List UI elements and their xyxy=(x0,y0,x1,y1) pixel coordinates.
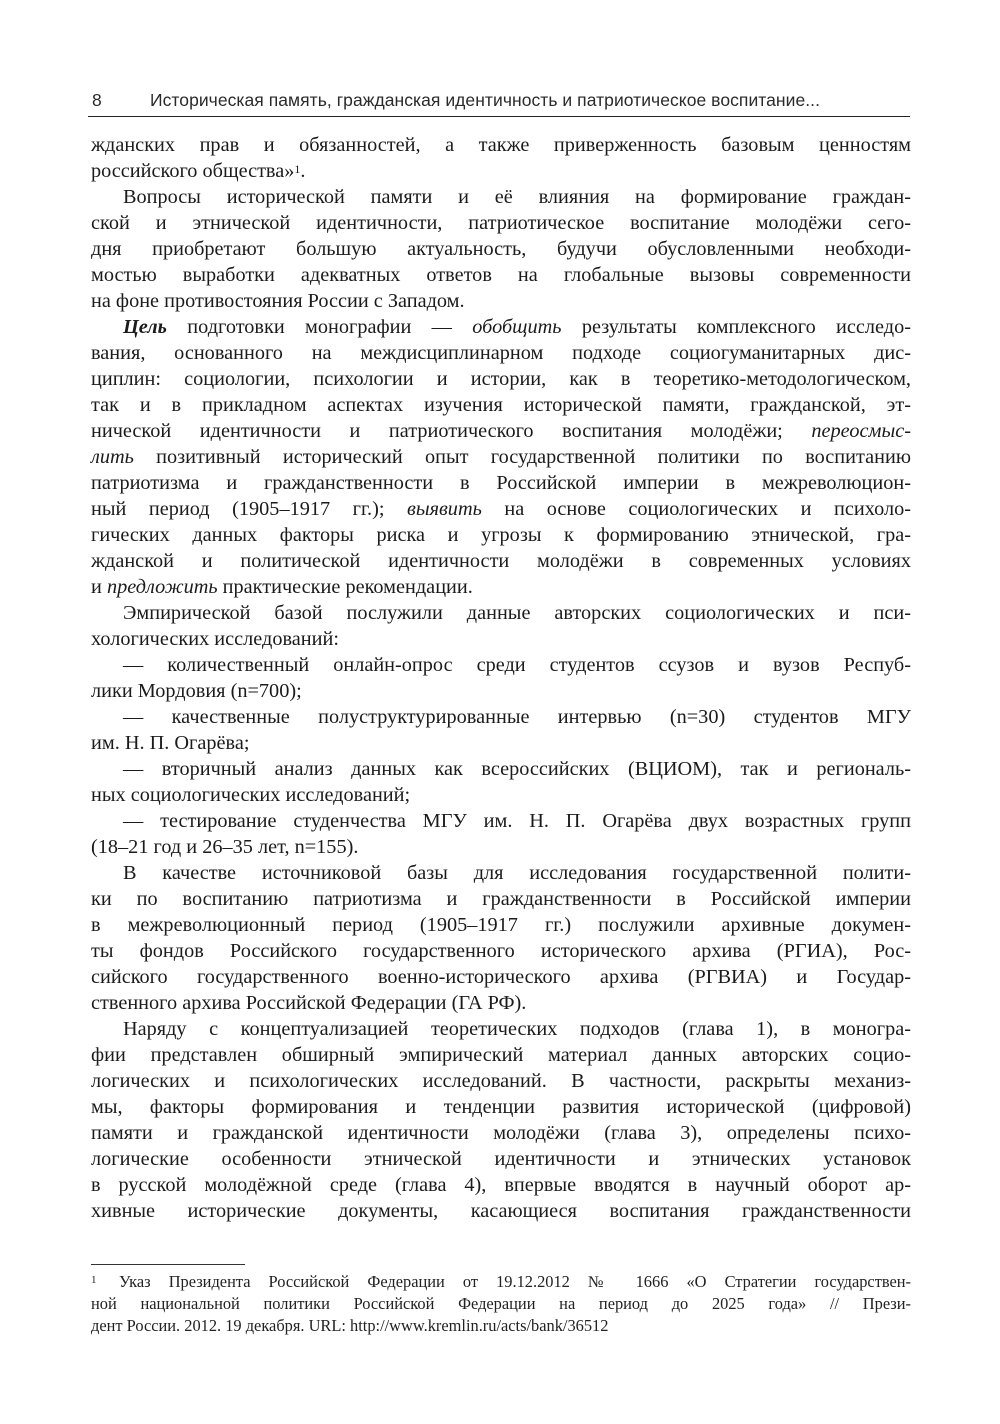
list-item: — качественные полуструктурированные интервью (n=30) студентов МГУ xyxy=(123,706,911,728)
text-line xyxy=(91,444,911,470)
text-line: ных социологических исследований; xyxy=(91,784,411,806)
text-line: сийского государственного военно-исторического архива (РГВИА) и Государ- xyxy=(91,966,911,988)
body-text xyxy=(91,132,911,1224)
text-line: на фоне противостояния России с Западом. xyxy=(91,290,465,312)
text-line: ственного архива Российской Федерации (ГА РФ). xyxy=(91,992,527,1014)
footnote-ref[interactable]: 1 xyxy=(294,162,301,176)
text-line: ки по воспитанию патриотизма и гражданственности в Российской империи xyxy=(91,888,911,910)
emphasis-identify: выявить xyxy=(407,498,482,520)
text-line: мы, факторы формирования и тенденции развития исторической (цифровой) xyxy=(91,1096,911,1118)
running-head xyxy=(88,86,910,117)
footnote-mark: 1 xyxy=(91,1274,97,1286)
text-line: В качестве источниковой базы для исследования государственной полити- xyxy=(123,862,911,884)
text-line: Наряду с концептуализацией теоретических подходов (глава 1), в моногра- xyxy=(123,1018,911,1040)
text-line xyxy=(91,496,911,522)
text-fragment: на основе социологических и психоло- xyxy=(504,498,911,520)
text-line: Эмпирической базой послужили данные авторских социологических и пси- xyxy=(123,602,911,624)
text-fragment: подготовки монографии — xyxy=(187,316,452,338)
footnote xyxy=(91,1271,911,1337)
text-line: в русской молодёжной среде (глава 4), впервые вводятся в научный оборот ар- xyxy=(91,1174,911,1196)
footnote-line: Указ Президента Российской Федерации от 19.12.2012 № 1666 «О Стратегии государствен- xyxy=(119,1272,911,1291)
emphasis-propose: предложить xyxy=(106,576,218,598)
text-line: вания, основанного на междисциплинарном подходе социогуманитарных дис- xyxy=(91,342,911,364)
text-line: жданской и политической идентичности молодёжи в современных условиях xyxy=(91,550,911,572)
page-number: 8 xyxy=(92,90,102,110)
text-line: дня приобретают большую актуальность, будучи обусловленными необходи- xyxy=(91,238,911,260)
text-fragment: . xyxy=(300,160,306,182)
text-line: патриотизма и гражданственности в Российской империи в межреволюцион- xyxy=(91,472,911,494)
text-line: памяти и гражданской идентичности молодёжи (глава 3), определены психо- xyxy=(91,1122,911,1144)
footnote-rule xyxy=(91,1264,245,1265)
text-line: лики Мордовия (n=700); xyxy=(91,680,302,702)
text-line: им. Н. П. Огарёва; xyxy=(91,732,250,754)
text-line: (18–21 год и 26–35 лет, n=155). xyxy=(91,836,359,858)
text-line: так и в прикладном аспектах изучения исторической памяти, гражданской, эт- xyxy=(91,394,911,416)
list-item: — тестирование студенчества МГУ им. Н. П. Огарёва двух возрастных групп xyxy=(123,810,911,832)
text-line xyxy=(91,574,911,600)
text-line: гических данных факторы риска и угрозы к формированию этнической, гра- xyxy=(91,524,911,546)
text-fragment: результаты комплексного исследо- xyxy=(581,316,911,338)
text-line: жданских прав и обязанностей, а также приверженность базовым ценностям xyxy=(91,134,911,156)
text-line: Вопросы исторической памяти и её влияния на формирование граждан- xyxy=(123,186,911,208)
text-line xyxy=(91,314,911,340)
footnote-line: ной национальной политики Российской Федерации на период до 2025 года» // Прези- xyxy=(91,1294,911,1313)
text-line: хологических исследований: xyxy=(91,628,339,650)
emphasis-rethink: переосмыс- xyxy=(811,420,911,442)
footnote-line[interactable]: дент России. 2012. 19 декабря. URL: http://www.kremlin.ru/acts/bank/36512 xyxy=(91,1316,609,1335)
text-fragment: российского общества» xyxy=(91,160,295,182)
text-line: логических и психологических исследований. В частности, раскрыты механиз- xyxy=(91,1070,911,1092)
text-fragment: ный период (1905–1917 гг.); xyxy=(91,498,385,520)
text-line: фии представлен обширный эмпирический материал данных авторских социо- xyxy=(91,1044,911,1066)
list-item: — количественный онлайн-опрос среди студентов ссузов и вузов Респуб- xyxy=(123,654,911,676)
text-fragment: нической идентичности и патриотического воспитания молодёжи; xyxy=(91,420,783,442)
list-item: — вторичный анализ данных как всероссийских (ВЦИОМ), так и региональ- xyxy=(123,758,911,780)
text-line: логические особенности этнической идентичности и этнических установок xyxy=(91,1148,911,1170)
text-line: ской и этнической идентичности, патриотическое воспитание молодёжи сего- xyxy=(91,212,911,234)
text-fragment: и xyxy=(91,576,102,598)
text-line xyxy=(91,158,911,184)
text-line xyxy=(91,418,911,444)
text-line: хивные исторические документы, касающиеся воспитания гражданственности xyxy=(91,1200,911,1222)
text-fragment: лить xyxy=(91,446,134,468)
text-fragment: позитивный исторический опыт государственной политики по воспитанию xyxy=(156,446,911,468)
text-line: в межреволюционный период (1905–1917 гг.) послужили архивные докумен- xyxy=(91,914,911,936)
text-line: циплин: социологии, психологии и истории, как в теоретико-методологическом, xyxy=(91,368,911,390)
text-line: мостью выработки адекватных ответов на глобальные вызовы современности xyxy=(91,264,911,286)
emphasis-generalize: обобщить xyxy=(472,316,562,338)
text-line: ты фондов Российского государственного исторического архива (РГИА), Рос- xyxy=(91,940,911,962)
emphasis-goal: Цель xyxy=(123,316,167,338)
text-fragment: практические рекомендации. xyxy=(222,576,473,598)
running-title: Историческая память, гражданская идентичность и патриотическое воспитание... xyxy=(150,90,820,110)
